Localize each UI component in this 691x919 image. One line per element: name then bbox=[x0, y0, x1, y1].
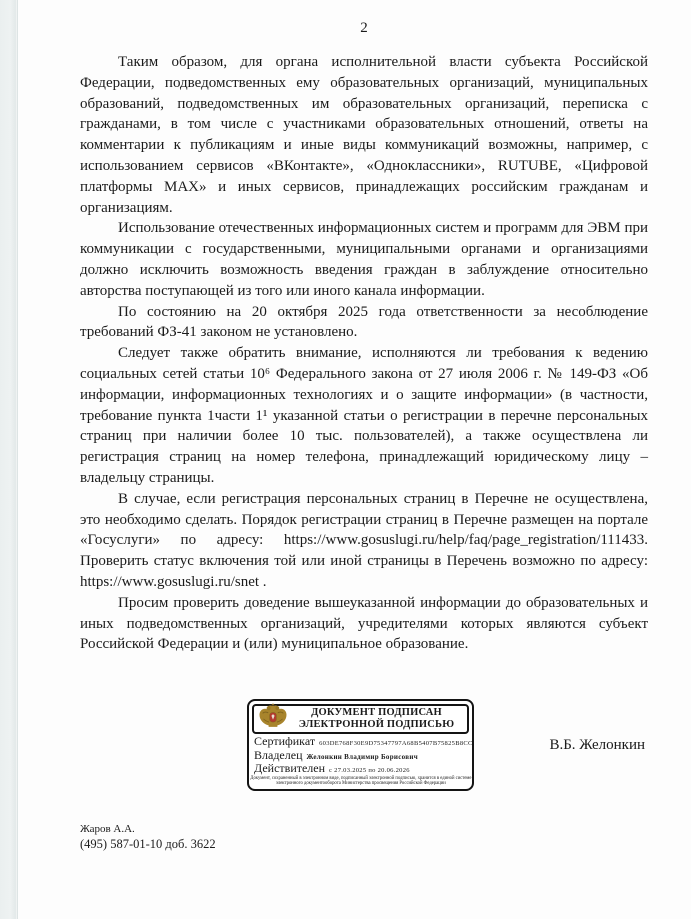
page-number: 2 bbox=[360, 20, 368, 36]
stamp-title bbox=[289, 707, 464, 731]
stamp-header bbox=[252, 704, 469, 734]
paragraph-5: В случае, если регистрация персональных страниц в Перечне не осуществлена, это необходимо сделать. Порядок регистрации страниц в Перечне размещен на портале «Госуслуги» по адресу: https://www.gosuslugi.ru/help/faq/page_registration/111433. Проверить статус включения той или иной страницы в Перечень возможно по адресу: https://www.gosuslugi.ru/snet . bbox=[80, 490, 648, 590]
stamp-title-line2: ЭЛЕКТРОННОЙ ПОДПИСЬЮ bbox=[298, 719, 455, 730]
paragraph-2: Использование отечественных информационных систем и программ для ЭВМ при коммуникации с государственными, муниципальными органами и организациями должно исключить возможность введения граждан в заблуждение относительно авторства поступающей из того или иного канала информации. bbox=[80, 220, 648, 299]
validity-line bbox=[249, 762, 472, 775]
paragraph-1: Таким образом, для органа исполнительной власти субъекта Российской Федерации, подведомственных ему образовательных организаций, муниципальных образований, подведомственных им образовательных организаций, переписка с гражданами, в том числе с участниками образовательных отношений, ответы на комментарии к публикациям и иные виды коммуникаций возможны, например, с использованием сервисов «ВКонтакте», «Одноклассники», RUTUBE, «Цифровой платформы MAX» и иных сервисов, принадлежащих российским гражданам и организациям. bbox=[80, 54, 648, 216]
validity-value: с 27.03.2025 по 20.06.2026 bbox=[329, 767, 410, 774]
coat-of-arms-eagle-icon bbox=[257, 703, 289, 735]
stamp-title-line1: ДОКУМЕНТ ПОДПИСАН bbox=[311, 707, 442, 718]
certificate-label: Сертификат bbox=[254, 734, 316, 748]
certificate-line bbox=[249, 735, 472, 748]
electronic-signature-stamp bbox=[247, 699, 474, 791]
validity-label: Действителен bbox=[254, 761, 326, 775]
owner-value: Желонкин Владимир Борисович bbox=[306, 752, 418, 761]
executor-phone: (495) 587-01-10 доб. 3622 bbox=[80, 837, 216, 851]
executor-name: Жаров А.А. bbox=[80, 823, 135, 835]
certificate-value: 603DE768F30E9D75347797A68B5407B75825B8CC bbox=[319, 740, 473, 747]
paragraph-4: Следует также обратить внимание, исполняются ли требования к ведению социальных сетей статьи 10⁶ Федерального закона от 27 июля 2006 г. № 149-ФЗ «Об информации, информационных технологиях и о защите информации» (в частности, требование пункта 1части 1¹ указанной статьи о регистрации в перечне персональных страниц при наличии более 10 тыс. пользователей), а также осуществлена ли регистрация страниц на номер телефона, принадлежащий юридическому лицу – владельцу страницы. bbox=[80, 345, 648, 486]
owner-line bbox=[249, 749, 472, 762]
executor-contact bbox=[80, 822, 216, 852]
paragraph-6: Просим проверить доведение вышеуказанной информации до образовательных и иных подведомственных организаций, учредителями которых являются субъект Российской Федерации и (или) муниципальное образование. bbox=[80, 594, 648, 653]
owner-label: Владелец bbox=[254, 747, 303, 762]
signatory-name: В.Б. Желонкин bbox=[549, 737, 645, 753]
document-body bbox=[80, 52, 648, 655]
viewer-edge-strip bbox=[0, 0, 18, 919]
paragraph-3: По состоянию на 20 октября 2025 года ответственности за несоблюдение требований ФЗ-41 законом не установлено. bbox=[80, 303, 648, 341]
stamp-fine-print: Документ, сохраненный в электронном виде, подписанный электронной подписью, хранится в единой системе электронного документооборота Министерства просвещения Российской Федерации bbox=[249, 774, 472, 785]
